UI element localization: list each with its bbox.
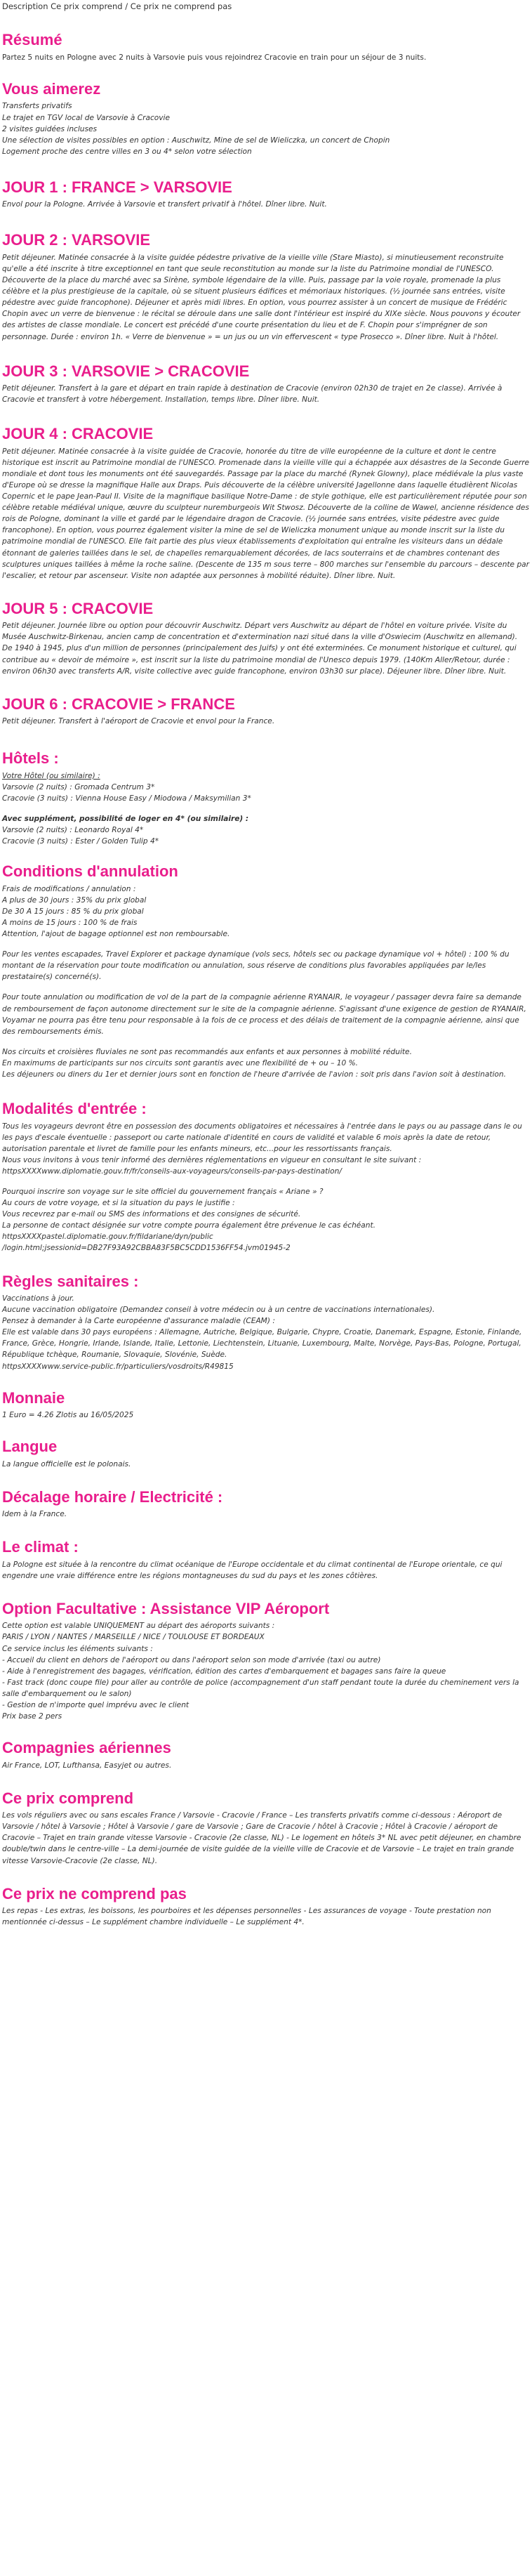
sanitaires-body: Vaccinations à jour. Aucune vaccination obligatoire (Demandez conseil à votre médecin ou à un centre de vaccinations internationales). Pensez à demander à la Carte européenne d'assurance maladie (CEAM) : Elle est valable dans 30 pays européens : Allemagne, Autriche, Belgique, Bulgarie, Chypre, Croatie, Danemark, Espagne, Estonie, Finlande, France, Grèce, Hongrie, Irlande, Islande, Italie, Lettonie, Liechtenstein, Lituanie, Luxembourg, Malte, Norvège, Pays-Bas, Pologne, Portugal, République tchèque, Roumanie, Slovaquie, Slovénie, Suède. httpsXXXXwww.service-public.fr/particuliers/vosdroits/R49815 [2,1294,522,1371]
comprend-section [2,1787,530,1867]
tab-description[interactable]: Description [2,1,48,11]
day-6-section [2,692,530,728]
langue-section [2,1435,530,1470]
comprend-body: Les vols réguliers avec ou sans escales France / Varsovie - Cracovie / France – Les transferts privatifs comme ci-dessous : Aéroport de Varsovie / hôtel à Varsovie ; Hôtel à Varsovie / gare de Varsovie ; Gare de Cracovie / hôtel à Cracovie ; Hôtel à Cracovie / aéroport de Cracovie – Trajet en train grande vitesse Varsovie - Cracovie (2e classe, NL) - Le logement en hôtels 3* NL avec petit déjeuner, en chambre double/twin dans le centre-ville – La demi-journée de visite guidée de la vieille ville de Cracovie et de Varsovie – Le trajet en train grande vitesse Varsovie-Cracovie (2e classe, NL). [2,1811,521,1865]
day-2-section [2,228,530,342]
day-6-title: JOUR 6 : CRACOVIE > FRANCE [2,695,235,713]
annulation-line: A moins de 15 jours : 100 % de frais [2,918,138,927]
day-1-section [2,176,530,211]
day-5-body: Petit déjeuner. Journée libre ou option pour découvrir Auschwitz. Départ vers Auschwitz au départ de l'hôtel en voiture privée. Visite du Musée Auschwitz-Birkenau, ancien camp de concentration et d'extermination nazi situé dans la ville d'Oswiecim (Auschwitz en allemand). De 1940 à 1945, plus d'un million de personnes (principalement des Juifs) y ont été exterminées. Ce monument historique et culturel, qui contribue au « devoir de mémoire », est inscrit sur la liste du patrimoine mondial de l'Unesco depuis 1979. (140Km Aller/Retour, durée : environ 06h30 avec transferts A/R, visite collective avec guide francophone, environ 03h30 sur place). Déjeuner libre. Dîner libre. Nuit. [2,622,518,676]
vous-aimerez-item: 2 visites guidées incluses [2,124,98,133]
option-vip-body: Cette option est valable UNIQUEMENT au départ des aéroports suivants : PARIS / LYON / NANTES / MARSEILLE / NICE / TOULOUSE ET BORDEAUX Ce service inclus les éléments suivants : - Accueil du client en dehors de l'aéroport ou dans l'aéroport selon son mode d'arrivée (taxi ou autre) - Aide à l'enregistrement des bagages, vérification, édition des cartes d'embarquement et bagages sans faire la queue - Fast track (donc coupe file) pour aller au contrôle de police (accompagnement d'un staff pendant toute la durée du cheminement vers la salle d'embarquement ou le salon) - Gestion de n'importe quel imprévu avec le client Prix base 2 pers [2,1622,519,1721]
annulation-paragraph: Nos circuits et croisières fluviales ne sont pas recommandés aux enfants et aux personnes à mobilité réduite. En maximums de participants sur nos circuits sont garantis avec une flexibilité de + ou – 10 %. Les déjeuners ou diners du 1er et dernier jours sont en fonction de l'heure d'arrivée de l'avion : soit pris dans l'avion soit à destination. [2,1047,506,1079]
decalage-title: Décalage horaire / Electricité : [2,1487,223,1506]
option-vip-section [2,1597,530,1722]
modalites-paragraph: Pourquoi inscrire son voyage sur le site officiel du gouvernement français « Ariane » ? Au cours de votre voyage, et si la situation du pays le justifie : Vous recevrez par e-mail ou SMS des informations et des consignes de sécurité. La personne de contact désignée sur votre compte pourra également être prévenue le cas échéant. httpsXXXXpastel.diplomatie.gouv.fr/fildariane/dyn/public /login.html;jsessionid=DB27F93A92CBBA83F5BC5CDD1536FF54.jvm01945-2 [2,1188,376,1253]
day-3-title: JOUR 3 : VARSOVIE > CRACOVIE [2,362,250,380]
langue-body: La langue officielle est le polonais. [2,1459,131,1468]
decalage-section [2,1485,530,1520]
sanitaires-title: Règles sanitaires : [2,1272,139,1290]
monnaie-section [2,1386,530,1421]
modalites-paragraph: Tous les voyageurs devront être en possession des documents obligatoires et nécessaires à l'entrée dans le pays ou au passage dans le ou les pays d'escale éventuelle : passeport ou carte nationale d'identité en cours de validité et valable 6 mois après la date de retour, autorisation parentale et livret de famille pour les enfants mineurs, etc...pour les ressortissants français. Nous vous invitons à vous tenir informé des dernières réglementations en vigueur en consultant le site suivant : httpsXXXXwww.diplomatie.gouv.fr/fr/conseils-aux-voyageurs/conseils-par-pays-destination/ [2,1122,522,1176]
hotel-line: Varsovie (2 nuits) : Gromada Centrum 3* [2,782,155,791]
day-5-title: JOUR 5 : CRACOVIE [2,599,154,617]
compagnies-body: Air France, LOT, Lufthansa, Easyjet ou autres. [2,1761,172,1770]
langue-title: Langue [2,1438,58,1456]
annulation-line: Attention, l'ajout de bagage optionnel est non remboursable. [2,930,230,939]
annulation-line: A plus de 30 jours : 35% du prix global [2,895,147,905]
hotel-line: Cracovie (3 nuits) : Ester / Golden Tulip 4* [2,837,159,846]
annulation-line: Frais de modifications / annulation : [2,884,136,893]
ne-comprend-body: Les repas - Les extras, les boissons, les pourboires et les dépenses personnelles - Les assurances de voyage - Toute prestation non mentionnée ci-dessus – Le supplément chambre individuelle – Le supplément 4*. [2,1907,491,1927]
day-6-body: Petit déjeuner. Transfert à l'aéroport de Cracovie et envol pour la France. [2,717,275,726]
hotel-line: Varsovie (2 nuits) : Leonardo Royal 4* [2,826,144,835]
day-5-section [2,597,530,677]
day-4-section [2,422,530,581]
vous-aimerez-item: Une sélection de visites possibles en option : Auschwitz, Mine de sel de Wieliczka, un concert de Chopin [2,136,390,145]
tab-includes[interactable]: Ce prix comprend / Ce prix ne comprend pas [51,1,232,11]
day-1-body: Envol pour la Pologne. Arrivée à Varsovie et transfert privatif à l'hôtel. Dîner libre. Nuit. [2,200,327,209]
resume-title: Résumé [2,31,62,49]
hotels-title: Hôtels : [2,749,59,768]
climat-title: Le climat : [2,1538,79,1556]
climat-body: La Pologne est située à la rencontre du climat océanique de l'Europe occidentale et du climat continental de l'Europe orientale, ce qui engendre une vraie différence entre les régions montagneuses du sud du pays et les zones côtières. [2,1560,503,1580]
modalites-title: Modalités d'entrée : [2,1100,147,1118]
annulation-section [2,860,530,1080]
ne-comprend-section [2,1882,530,1928]
ne-comprend-title: Ce prix ne comprend pas [2,1884,187,1903]
day-3-body: Petit déjeuner. Transfert à la gare et départ en train rapide à destination de Cracovie (environ 02h30 de trajet en 2e classe). Arrivée à Cracovie et transfert à votre hébergement. Installation, temps libre. Dîner libre. Nuit. [2,384,503,405]
day-4-title: JOUR 4 : CRACOVIE [2,425,154,443]
modalites-section [2,1097,530,1254]
annulation-line: De 30 A 15 jours : 85 % du prix global [2,907,144,916]
day-3-section [2,360,530,406]
option-vip-title: Option Facultative : Assistance VIP Aéroport [2,1599,330,1617]
tab-bar [2,0,530,13]
vous-aimerez-item: Logement proche des centre villes en 3 ou 4* selon votre sélection [2,147,252,156]
annulation-paragraph: Pour toute annulation ou modification de vol de la part de la compagnie aérienne RYANAIR, le voyageur / passager devra faire sa demande de remboursement de façon autonome directement sur le site de la compagnie aérienne. S'agissant d'une exigence de gestion de RYANAIR, Voyamar ne pourra pas être tenu pour responsable à la fois de ce process et des délais de traitement de la compagnie aérienne, ainsi que des remboursements émis. [2,993,526,1036]
monnaie-body: 1 Euro = 4.26 Zlotis au 16/05/2025 [2,1411,134,1420]
sanitaires-section [2,1270,530,1372]
hotel-line: Cracovie (3 nuits) : Vienna House Easy / Miodowa / Maksymilian 3* [2,794,251,803]
annulation-title: Conditions d'annulation [2,862,178,881]
compagnies-title: Compagnies aériennes [2,1739,171,1757]
decalage-body: Idem à la France. [2,1510,67,1519]
vous-aimerez-section [2,77,530,157]
vous-aimerez-title: Vous aimerez [2,80,101,98]
day-2-body: Petit déjeuner. Matinée consacrée à la visite guidée pédestre privative de la vieille ville (Stare Miasto), si minutieusement reconstruite qu'elle a été inscrite à titre exceptionnel en tant que seule reconstitution au monde sur la liste du Patrimoine mondial de l'UNESCO. Découverte de la place du marché avec sa Sirène, symbole légendaire de la ville. Puis, passage par la voie royale, promenade la plus célèbre et la plus prestigieuse de la capitale, où se situent plusieurs édifices et mémoriaux historiques. (½ journée sans entrées, visite pédestre avec guide francophone). Déjeuner et après midi libres. En option, vous pourrez assister à un concert de musique de Frédéric Chopin avec un verre de bienvenue : le récital se déroule dans une salle dont l'intérieur est inspiré du XIXe siècle. Nous pouvons y écouter des artistes de classe mondiale. Le concert est précédé d'une courte présentation du lieu et de F. Chopin pour s'imprégner de son personnage. Durée : environ 1h. « Verre de bienvenue » = un jus ou un vin effervescent « type Prosecco ». Dîner libre. Nuit à l'hôtel. [2,253,521,341]
hotels-section [2,747,530,847]
monnaie-title: Monnaie [2,1388,65,1407]
comprend-title: Ce prix comprend [2,1789,134,1807]
day-2-title: JOUR 2 : VARSOVIE [2,231,151,249]
compagnies-section [2,1736,530,1771]
vous-aimerez-item: Transferts privatifs [2,102,72,111]
climat-section [2,1535,530,1582]
resume-body: Partez 5 nuits en Pologne avec 2 nuits à Varsovie puis vous rejoindrez Cracovie en train pour un séjour de 3 nuits. [2,53,427,62]
vous-aimerez-item: Le trajet en TGV local de Varsovie à Cracovie [2,113,170,122]
resume-section [2,28,530,63]
day-4-body: Petit déjeuner. Matinée consacrée à la visite guidée de Cracovie, honorée du titre de ville européenne de la culture et dont le centre historique est inscrit au Patrimoine mondial de l'UNESCO. Promenade dans la vieille ville qui a échappée aux désastres de la Seconde Guerre mondiale et dont tous les monuments ont été sauvegardés. Passage par la place du marché (Rynek Glowny), place médiévale la plus vaste d'Europe où se dresse la magnifique Halle aux Draps. Puis découverte de la célèbre université Jagellonne dans laquelle étudièrent Nicolas Copernic et le pape Jean-Paul II. Visite de la magnifique basilique Notre-Dame : de style gothique, elle est particulièrement réputée pour son célèbre retable médiéval unique, œuvre du sculpteur nuremburgeois Wit Stwosz. Découverte de la colline de Wawel, ancienne résidence des rois de Pologne, dominant la ville et gardé par le légendaire dragon de Cracovie. (½ journée sans entrées, visite pédestre avec guide francophone). En option, vous pourrez également visiter la mine de sel de Wieliczka monument unique au monde inscrit sur la liste du patrimoine mondial de l'UNESCO. Elle fait partie des plus vieux établissements d'exploitation qui entraîne les visiteurs dans un dédale étonnant de galeries taillées dans le sel, de chapelles remarquablement décorées, de lacs souterrains et de chambres contenant des sculptures uniques taillées à même la roche saline. (Descente de 135 m sous terre – 800 marches sur l'ensemble du parcours – descente par l'escalier, et retour par ascenseur. Visite non adaptée aux personnes à mobilité réduite). Dîner libre. Nuit. [2,447,530,580]
day-1-title: JOUR 1 : FRANCE > VARSOVIE [2,178,232,196]
annulation-paragraph: Pour les ventes escapades, Travel Explorer et package dynamique (vols secs, hôtels sec ou package dynamique vol + hôtel) : 100 % du montant de la réservation pour toute modification ou annulation, sous réserve de conditions plus favorables appliquées par le/les prestataire(s) concerné(s). [2,950,510,982]
hotels-label: Votre Hôtel (ou similaire) : [2,771,100,780]
hotels-upgrade-label: Avec supplément, possibilité de loger en 4* (ou similaire) : [2,814,249,823]
